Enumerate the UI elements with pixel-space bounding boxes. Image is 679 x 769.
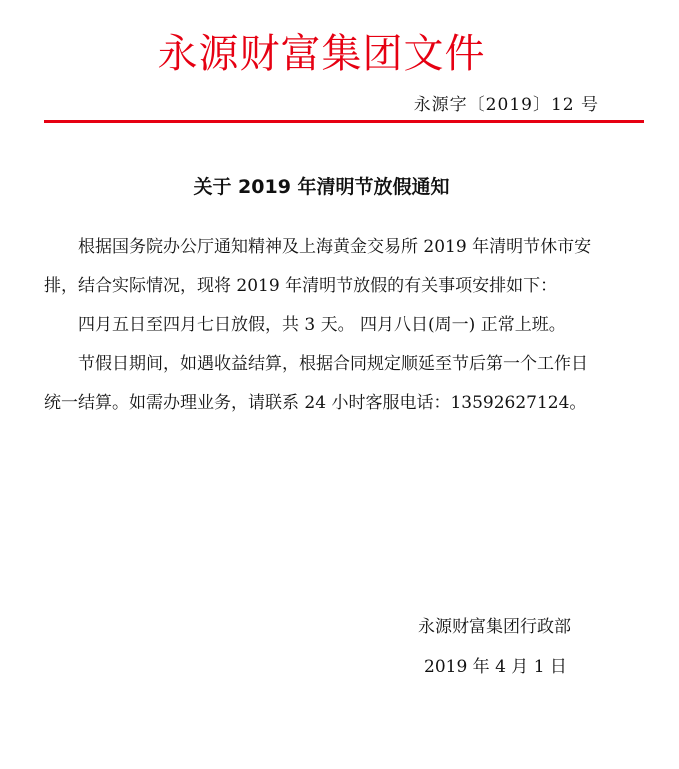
document-number: 永源字〔2019〕12 号 [413, 95, 599, 115]
header-divider [44, 120, 644, 123]
notice-body [44, 228, 600, 423]
notice-title: 关于 2019 年清明节放假通知 [193, 176, 450, 198]
document-header-title: 永源财富集团文件 [157, 31, 486, 77]
paragraph-settlement: 节假日期间，如遇收益结算，根据合同规定顺延至节后第一个工作日统一结算。如需办理业务，请联系 24 小时客服电话：13592627124。 [44, 354, 588, 413]
signature-date: 2019 年 4 月 1 日 [424, 657, 567, 677]
signature-department: 永源财富集团行政部 [418, 617, 571, 637]
paragraph-intro: 根据国务院办公厅通知精神及上海黄金交易所 2019 年清明节休市安排，结合实际情况，现将 2019 年清明节放假的有关事项安排如下： [44, 237, 592, 296]
paragraph-schedule: 四月五日至四月七日放假，共 3 天。 四月八日(周一) 正常上班。 [78, 315, 566, 335]
